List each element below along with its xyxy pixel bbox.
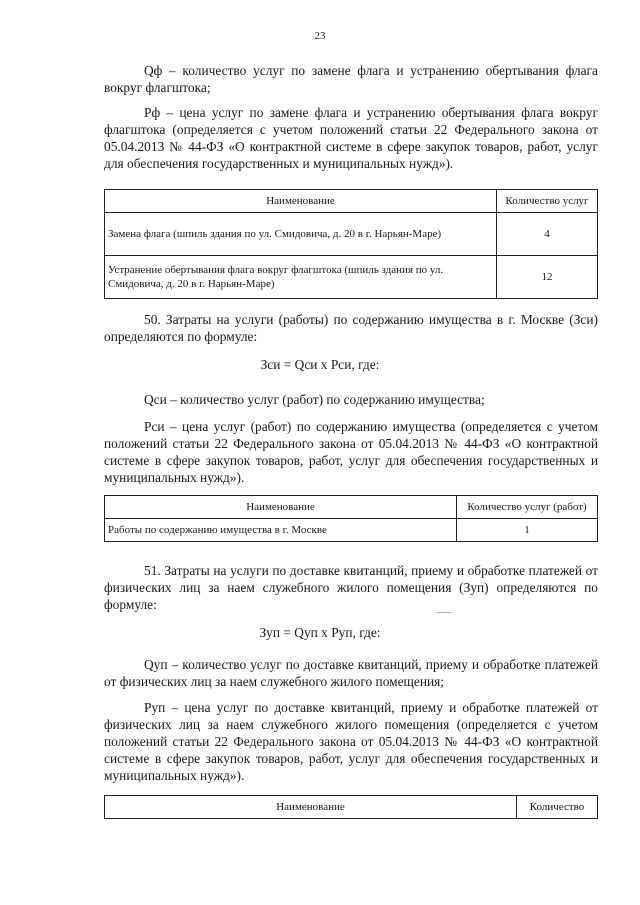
table-cell-name: Работы по содержанию имущества в г. Москве xyxy=(105,519,457,542)
table-row xyxy=(105,519,598,542)
q-flag-text: Qф – количество услуг по замене флага и устранению обертывания флага вокруг флагштока; xyxy=(104,63,598,95)
table-row xyxy=(105,256,598,299)
q-flag-definition xyxy=(104,62,598,96)
table-cell-qty: 4 xyxy=(497,213,598,256)
q-si-definition xyxy=(104,391,598,408)
p-si-definition xyxy=(104,418,598,486)
q-up-text: Qуп – количество услуг по доставке квитанций, приему и обработке платежей от физических лиц за наем служебного жилого помещения; xyxy=(104,657,598,689)
p-flag-text: Pф – цена услуг по замене флага и устранению обертывания флага вокруг флагштока (определяется с учетом положений статьи 22 Федерального закона от 05.04.2013 № 44-ФЗ «О контрактной системе в сфере закупок товаров, работ, услуг для обеспечения государственных и муниципальных нужд»). xyxy=(104,105,598,171)
table-cell-qty: 1 xyxy=(457,519,598,542)
table-header: Наименование xyxy=(105,796,517,819)
table-header: Количество услуг xyxy=(497,190,598,213)
formula-50-text: Зси = Qси x Pси, где: xyxy=(260,357,380,372)
property-maintenance-table xyxy=(104,495,598,542)
p-up-definition xyxy=(104,699,598,784)
table-cell-name: Устранение обертывания флага вокруг флагштока (шпиль здания по ул. Смидовича, д. 20 в г. Нарьян-Маре) xyxy=(105,256,497,299)
table-header: Наименование xyxy=(105,496,457,519)
table-cell-qty: 12 xyxy=(497,256,598,299)
formula-51 xyxy=(0,624,640,641)
p-flag-definition xyxy=(104,104,598,172)
scan-artifact xyxy=(437,612,451,613)
table-header: Наименование xyxy=(105,190,497,213)
table-header: Количество xyxy=(517,796,598,819)
formula-51-text: Зуп = Qуп x Pуп, где: xyxy=(259,625,381,640)
table-header: Количество услуг (работ) xyxy=(457,496,598,519)
page-number: 23 xyxy=(314,30,326,42)
p-up-text: Pуп – цена услуг по доставке квитанций, приему и обработке платежей от физических лиц за наем служебного жилого помещения (определяется с учетом положений статьи 22 Федерального закона от 05.04.2013 № 44-ФЗ «О контрактной системе в сфере закупок товаров, работ, услуг для обеспечения государственных и муниципальных нужд»). xyxy=(104,700,598,783)
formula-50 xyxy=(0,356,640,373)
table-cell-name: Замена флага (шпиль здания по ул. Смидовича, д. 20 в г. Нарьян-Маре) xyxy=(105,213,497,256)
table-row xyxy=(105,213,598,256)
paragraph-50-text: 50. Затраты на услуги (работы) по содержанию имущества в г. Москве (Зси) определяются по формуле: xyxy=(104,312,598,344)
p-si-text: Pси – цена услуг (работ) по содержанию имущества (определяется с учетом положений статьи 22 Федерального закона от 05.04.2013 № 44-ФЗ «О контрактной системе в сфере закупок товаров, работ, услуг для обеспечения государственных и муниципальных нужд»). xyxy=(104,419,598,485)
paragraph-50 xyxy=(104,311,598,345)
flag-services-table xyxy=(104,189,598,299)
paragraph-51 xyxy=(104,562,598,613)
paragraph-51-text: 51. Затраты на услуги по доставке квитанций, приему и обработке платежей от физических лиц за наем служебного жилого помещения (Зуп) определяются по формуле: xyxy=(104,563,598,612)
q-up-definition xyxy=(104,656,598,690)
q-si-text: Qси – количество услуг (работ) по содержанию имущества; xyxy=(144,392,485,407)
receipts-services-table xyxy=(104,795,598,819)
